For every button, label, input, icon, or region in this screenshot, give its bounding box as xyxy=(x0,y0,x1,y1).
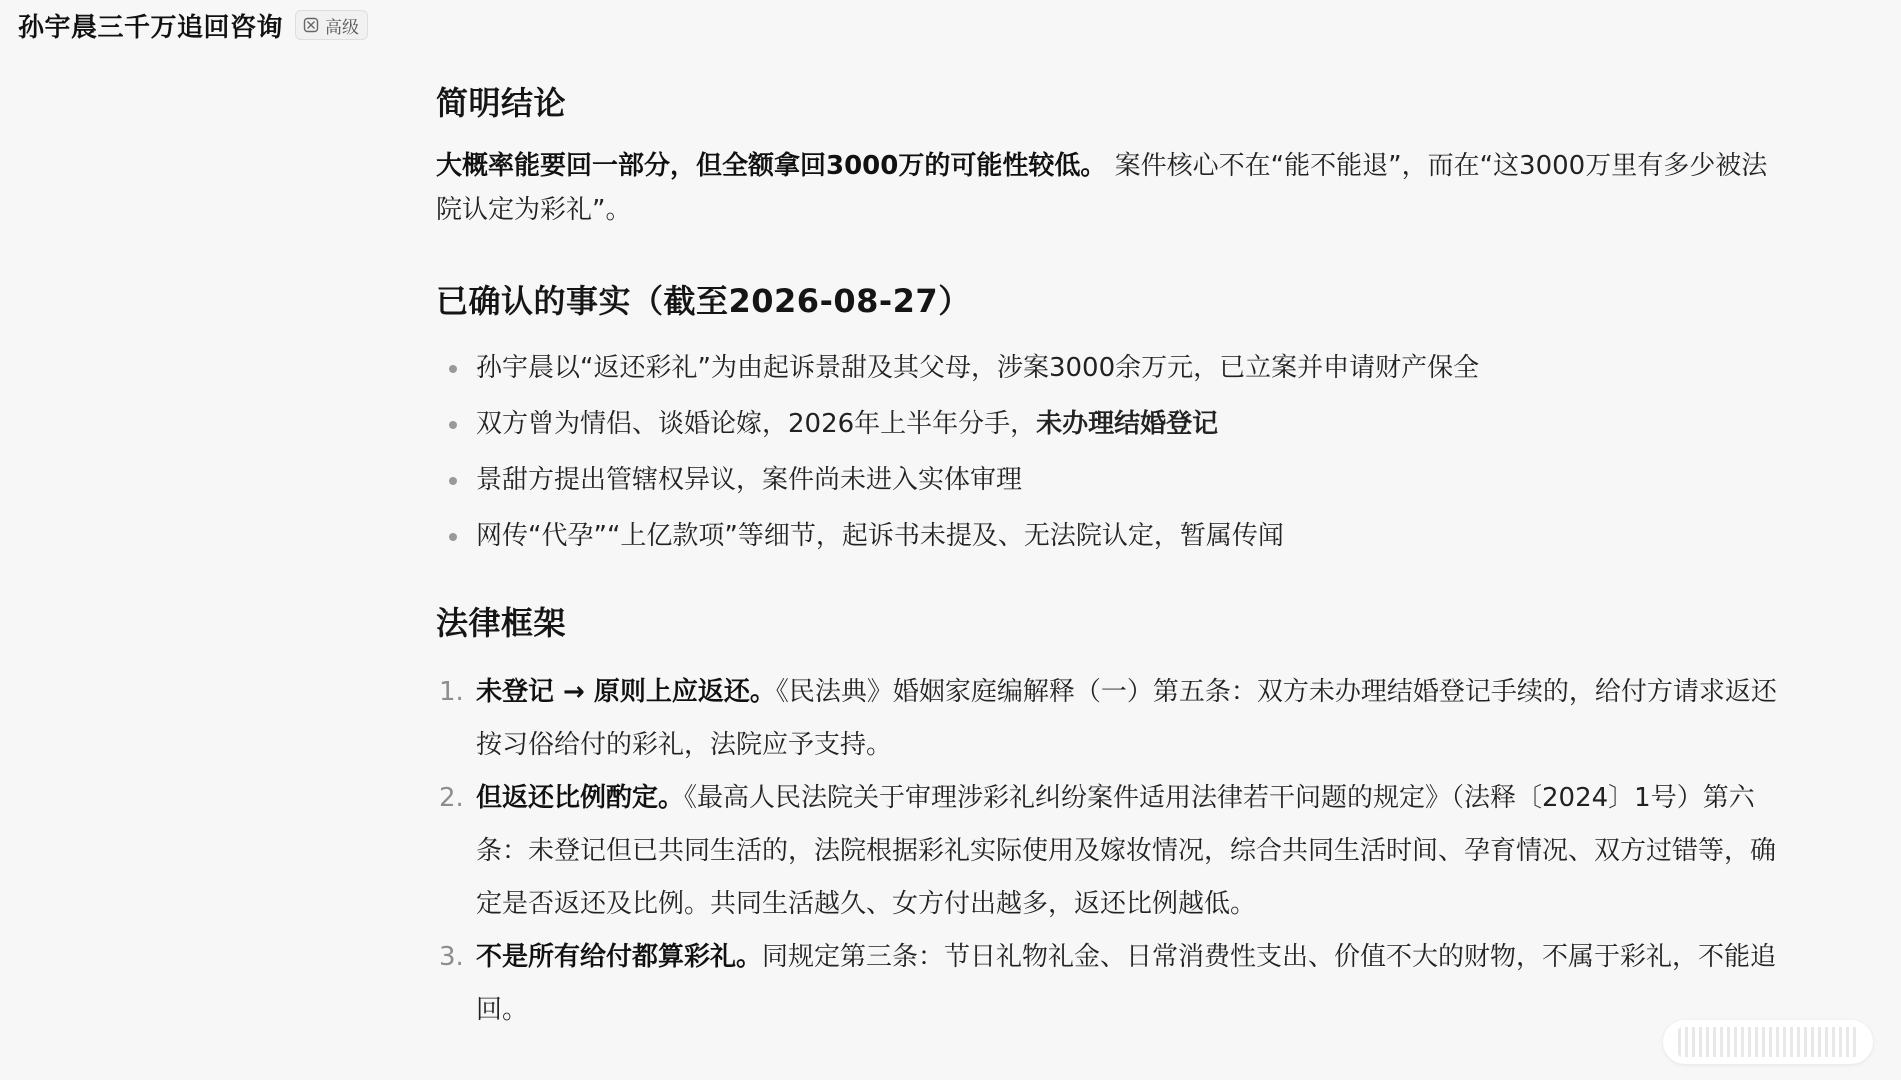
section-heading-facts: 已确认的事实（截至2026-08-27） xyxy=(436,282,971,320)
section-heading-law: 法律框架 xyxy=(436,604,567,642)
law-list xyxy=(436,666,1791,1037)
conclusion-bold: 大概率能要回一部分，但全额拿回3000万的可能性较低。 xyxy=(436,151,1107,181)
facts-list xyxy=(436,340,1791,564)
list-item xyxy=(436,508,1791,564)
list-number: 1. xyxy=(439,677,464,707)
list-number: 2. xyxy=(439,783,464,813)
law-text: 《最高人民法院关于审理涉彩礼纠纷案件适用法律若干问题的规定》（法释〔2024〕1号）第六条：未登记但已共同生活的，法院根据彩礼实际使用及嫁妆情况，综合共同生活时间、孕育情况、双方过错等，确定是否返还及比例。共同生活越久、女方付出越多，返还比例越低。 xyxy=(476,783,1777,919)
conclusion-text: 案件核心不在“能不能退”，而在“这3000万里有多少被法院认定为彩礼”。 xyxy=(436,151,1768,225)
law-bold: 未登记 → 原则上应返还。 xyxy=(476,677,776,707)
sparkle-grid-icon xyxy=(303,17,319,33)
bullet-icon xyxy=(449,477,457,485)
fact-text: 孙宇晨以“返还彩礼”为由起诉景甜及其父母，涉案3000余万元，已立案并申请财产保全 xyxy=(476,353,1480,383)
mode-badge[interactable] xyxy=(295,10,368,40)
bullet-icon xyxy=(449,533,457,541)
section-heading-conclusion: 简明结论 xyxy=(436,84,567,122)
bullet-icon xyxy=(449,421,457,429)
chat-title[interactable]: 孙宇晨三千万追回咨询 xyxy=(18,12,284,43)
mode-label: 高级 xyxy=(325,17,360,38)
scroll-to-bottom-button[interactable] xyxy=(1663,1020,1873,1064)
list-item xyxy=(436,772,1791,931)
list-number: 3. xyxy=(439,942,464,972)
list-item xyxy=(436,340,1791,396)
fact-text: 网传“代孕”“上亿款项”等细节，起诉书未提及、无法院认定，暂属传闻 xyxy=(476,521,1284,551)
list-item xyxy=(436,396,1791,452)
list-item xyxy=(436,452,1791,508)
chat-header xyxy=(18,8,368,42)
law-text: 同规定第三条：节日礼物礼金、日常消费性支出、价值不大的财物，不属于彩礼，不能追回。 xyxy=(476,942,1777,1025)
law-bold: 不是所有给付都算彩礼。 xyxy=(476,942,763,972)
list-item xyxy=(436,931,1791,1037)
assistant-message xyxy=(436,78,1791,1037)
bullet-icon xyxy=(449,365,457,373)
conclusion-paragraph xyxy=(436,144,1791,232)
fact-text: 双方曾为情侣、谈婚论嫁，2026年上半年分手， xyxy=(476,409,1037,439)
fact-bold: 未办理结婚登记 xyxy=(1036,409,1219,439)
law-text: 《民法典》婚姻家庭编解释（一）第五条：双方未办理结婚登记手续的，给付方请求返还按习俗给付的彩礼，法院应予支持。 xyxy=(476,677,1777,760)
law-bold: 但返还比例酌定。 xyxy=(476,783,685,813)
list-item xyxy=(436,666,1791,772)
fact-text: 景甜方提出管辖权异议，案件尚未进入实体审理 xyxy=(476,465,1023,495)
scroll-indicator-icon xyxy=(1678,1027,1858,1057)
